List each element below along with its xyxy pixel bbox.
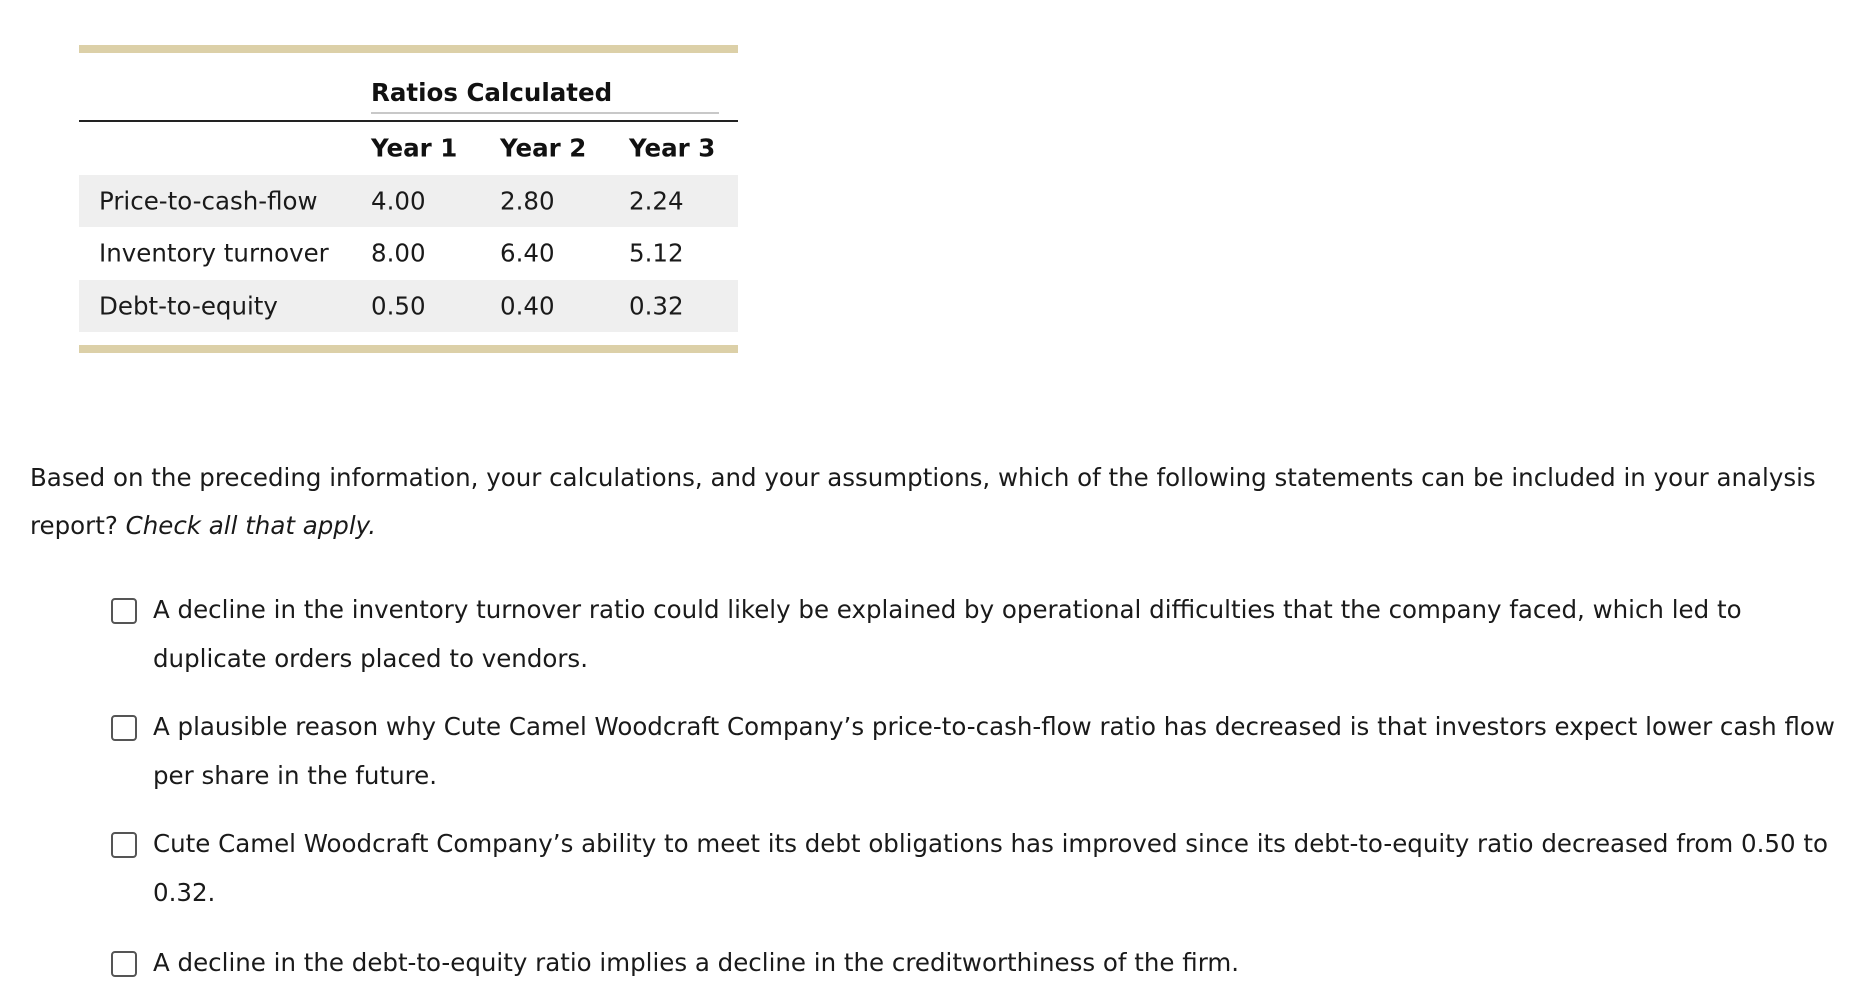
cell-year-2: 6.40	[500, 238, 555, 268]
table-group-header	[79, 53, 738, 122]
question-instruction: Check all that apply.	[125, 511, 377, 540]
option-checkbox[interactable]	[111, 832, 137, 858]
question-text: Based on the preceding information, your calculations, and your assumptions, which of the following statements can be included in your analysis report?	[30, 463, 1816, 540]
table-top-rule	[79, 45, 738, 53]
question-prompt	[30, 454, 1830, 550]
column-header-year-1: Year 1	[371, 133, 458, 163]
row-label: Debt-to-equity	[99, 291, 278, 321]
group-header-underline	[371, 112, 719, 114]
option-text[interactable]: A plausible reason why Cute Camel Woodcraft Company’s price-to-cash-flow ratio has decreased is that investors expect lower cash flow per share in the future.	[153, 712, 1835, 790]
cell-year-1: 0.50	[371, 291, 426, 321]
cell-year-2: 2.80	[500, 186, 555, 216]
table-bottom-spacer	[79, 332, 738, 345]
row-label: Inventory turnover	[99, 238, 329, 268]
column-header-year-2: Year 2	[500, 133, 587, 163]
option-text[interactable]: Cute Camel Woodcraft Company’s ability to meet its debt obligations has improved since its debt-to-equity ratio decreased from 0.50 to 0.32.	[153, 829, 1828, 907]
cell-year-1: 4.00	[371, 186, 426, 216]
column-header-year-3: Year 3	[629, 133, 716, 163]
table-row-debt-to-equity	[79, 280, 738, 333]
option-checkbox[interactable]	[111, 598, 137, 624]
option-text[interactable]: A decline in the debt-to-equity ratio implies a decline in the creditworthiness of the firm.	[153, 948, 1240, 977]
ratios-calculated-heading: Ratios Calculated	[371, 78, 613, 107]
option-text[interactable]: A decline in the inventory turnover ratio could likely be explained by operational difficulties that the company faced, which led to duplicate orders placed to vendors.	[153, 595, 1742, 673]
table-bottom-rule	[79, 345, 738, 353]
table-row-price-to-cash-flow	[79, 175, 738, 228]
row-label: Price-to-cash-flow	[99, 186, 318, 216]
cell-year-1: 8.00	[371, 238, 426, 268]
cell-year-2: 0.40	[500, 291, 555, 321]
option-checkbox[interactable]	[111, 715, 137, 741]
cell-year-3: 0.32	[629, 291, 684, 321]
ratios-table	[79, 45, 738, 353]
cell-year-3: 5.12	[629, 238, 684, 268]
option-checkbox[interactable]	[111, 951, 137, 977]
cell-year-3: 2.24	[629, 186, 684, 216]
column-header-row	[79, 122, 738, 175]
table-row-inventory-turnover	[79, 227, 738, 280]
